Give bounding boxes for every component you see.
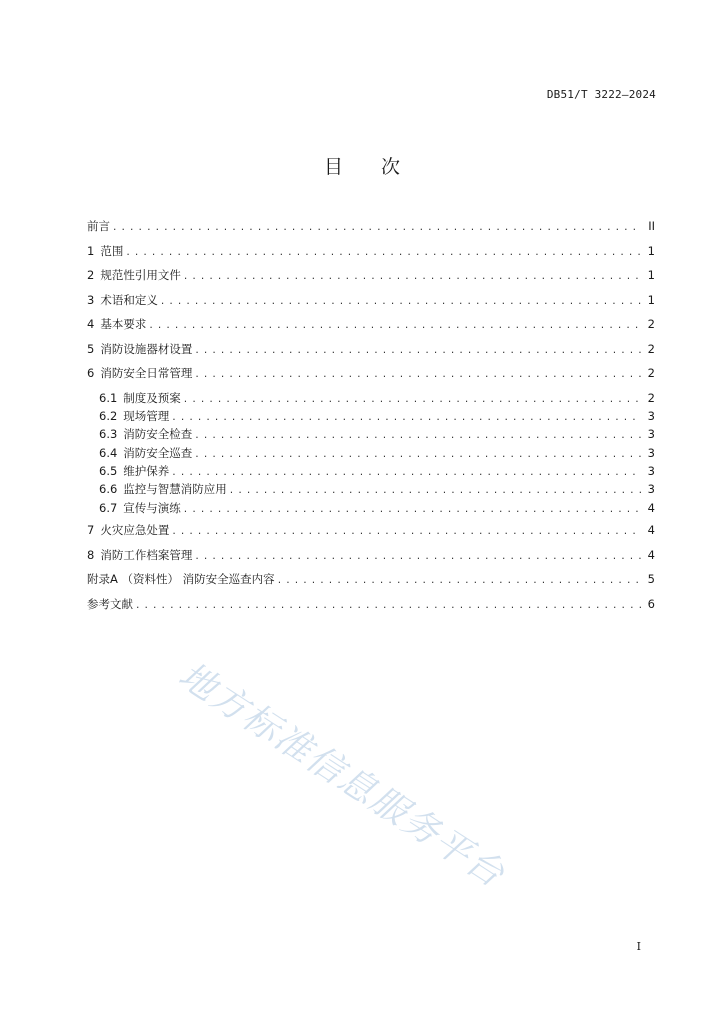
toc-entry-page: 4 [647,523,655,538]
toc-entry-basic-requirements[interactable] [87,316,655,341]
toc-leader-dots [194,552,641,562]
toc-entry-number: 4 [87,317,95,331]
toc-entry-6-3[interactable] [87,426,655,444]
toc-entry-label: 6.4 消防安全巡查 [99,445,193,460]
toc-entry-fire-emergency[interactable] [87,522,655,547]
toc-entry-number: 2 [87,268,95,282]
toc-entry-6-2[interactable] [87,408,655,426]
toc-entry-page: 5 [647,572,655,587]
toc-entry-label: 6.3 消防安全检查 [99,427,193,442]
toc-entry-number: 3 [87,292,95,307]
page-number: I [636,940,641,953]
toc-entry-label: 3 术语和定义 [87,292,158,307]
toc-entry-number: 6.5 [99,464,118,479]
toc-entry-fire-equipment[interactable] [87,341,655,366]
toc-leader-dots [194,450,641,460]
toc-leader-dots [112,223,641,233]
toc-leader-dots [171,527,641,537]
toc-entry-page: II [648,219,655,233]
toc-leader-dots [183,272,641,282]
toc-entry-label: 7 火灾应急处置 [87,523,170,538]
toc-leader-dots [148,321,641,331]
toc-leader-dots [125,248,641,258]
watermark: 地方标准信息服务平台 [171,654,513,897]
toc-entry-number: 5 [87,341,95,356]
toc-entry-6-6[interactable] [87,481,655,499]
toc-leader-dots [194,370,641,380]
toc-entry-page: 1 [647,268,655,282]
toc-entry-label: 附录A （资料性） 消防安全巡查内容 [87,572,275,587]
toc-entry-number: 6.7 [99,500,118,515]
toc-leader-dots [183,505,641,515]
table-of-contents [87,218,655,620]
toc-entry-page: 3 [647,408,655,423]
toc-entry-number: 8 [87,547,95,562]
toc-entry-label: 参考文献 [87,596,133,611]
toc-entry-label: 前言 [87,219,110,233]
toc-entry-page: 3 [647,464,655,479]
toc-entry-number: 1 [87,243,95,258]
page-title: 目次 [323,156,438,178]
toc-leader-dots [277,576,641,586]
toc-entry-page: 3 [647,482,655,497]
toc-entry-label: 6.5 维护保养 [99,464,170,479]
toc-leader-dots [229,486,641,496]
toc-entry-appendix-a[interactable] [87,571,655,596]
toc-entry-number: 6.4 [99,445,118,460]
toc-entry-terms-definitions[interactable] [87,292,655,317]
toc-entry-6-7[interactable] [87,500,655,518]
toc-entry-label: 6 消防安全日常管理 [87,366,193,380]
toc-entry-page: 3 [647,427,655,442]
toc-entry-number: 7 [87,523,95,538]
toc-entry-page: 3 [647,445,655,460]
toc-leader-dots [135,601,641,611]
toc-entry-6-1[interactable] [87,390,655,408]
toc-entry-number: 6.1 [99,390,118,405]
toc-entry-daily-management[interactable] [87,365,655,390]
toc-entry-page: 2 [647,317,655,331]
toc-entry-number: 6 [87,366,95,380]
toc-entry-bibliography[interactable] [87,596,655,621]
toc-entry-page: 2 [647,341,655,356]
toc-entry-label: 4 基本要求 [87,317,147,331]
toc-leader-dots [194,431,641,441]
toc-entry-archives[interactable] [87,547,655,572]
toc-entry-label: 6.7 宣传与演练 [99,500,181,515]
toc-entry-label: 1 范围 [87,243,124,258]
toc-entry-scope[interactable] [87,243,655,268]
toc-leader-dots [194,346,641,356]
toc-entry-page: 2 [647,390,655,405]
toc-entry-number: 6.2 [99,408,118,423]
toc-entry-page: 4 [647,547,655,562]
toc-entry-normative-references[interactable] [87,267,655,292]
toc-entry-number: 6.3 [99,427,118,442]
toc-leader-dots [171,468,641,478]
toc-entry-label: 5 消防设施器材设置 [87,341,193,356]
toc-leader-dots [160,297,641,307]
toc-entry-label: 8 消防工作档案管理 [87,547,193,562]
toc-entry-page: 1 [647,292,655,307]
toc-entry-page: 2 [647,366,655,380]
toc-entry-page: 1 [647,243,655,258]
toc-entry-label: 6.6 监控与智慧消防应用 [99,482,227,497]
toc-entry-page: 6 [647,596,655,611]
toc-leader-dots [171,413,641,423]
toc-entry-page: 4 [647,500,655,515]
toc-entry-foreword[interactable] [87,218,655,243]
toc-entry-6-5[interactable] [87,463,655,481]
toc-entry-label: 2 规范性引用文件 [87,268,181,282]
toc-entry-label: 6.2 现场管理 [99,408,170,423]
toc-leader-dots [183,395,641,405]
toc-entry-6-4[interactable] [87,445,655,463]
toc-entry-number: 6.6 [99,482,118,497]
document-code: DB51/T 3222—2024 [546,88,656,101]
toc-entry-label: 6.1 制度及预案 [99,390,181,405]
